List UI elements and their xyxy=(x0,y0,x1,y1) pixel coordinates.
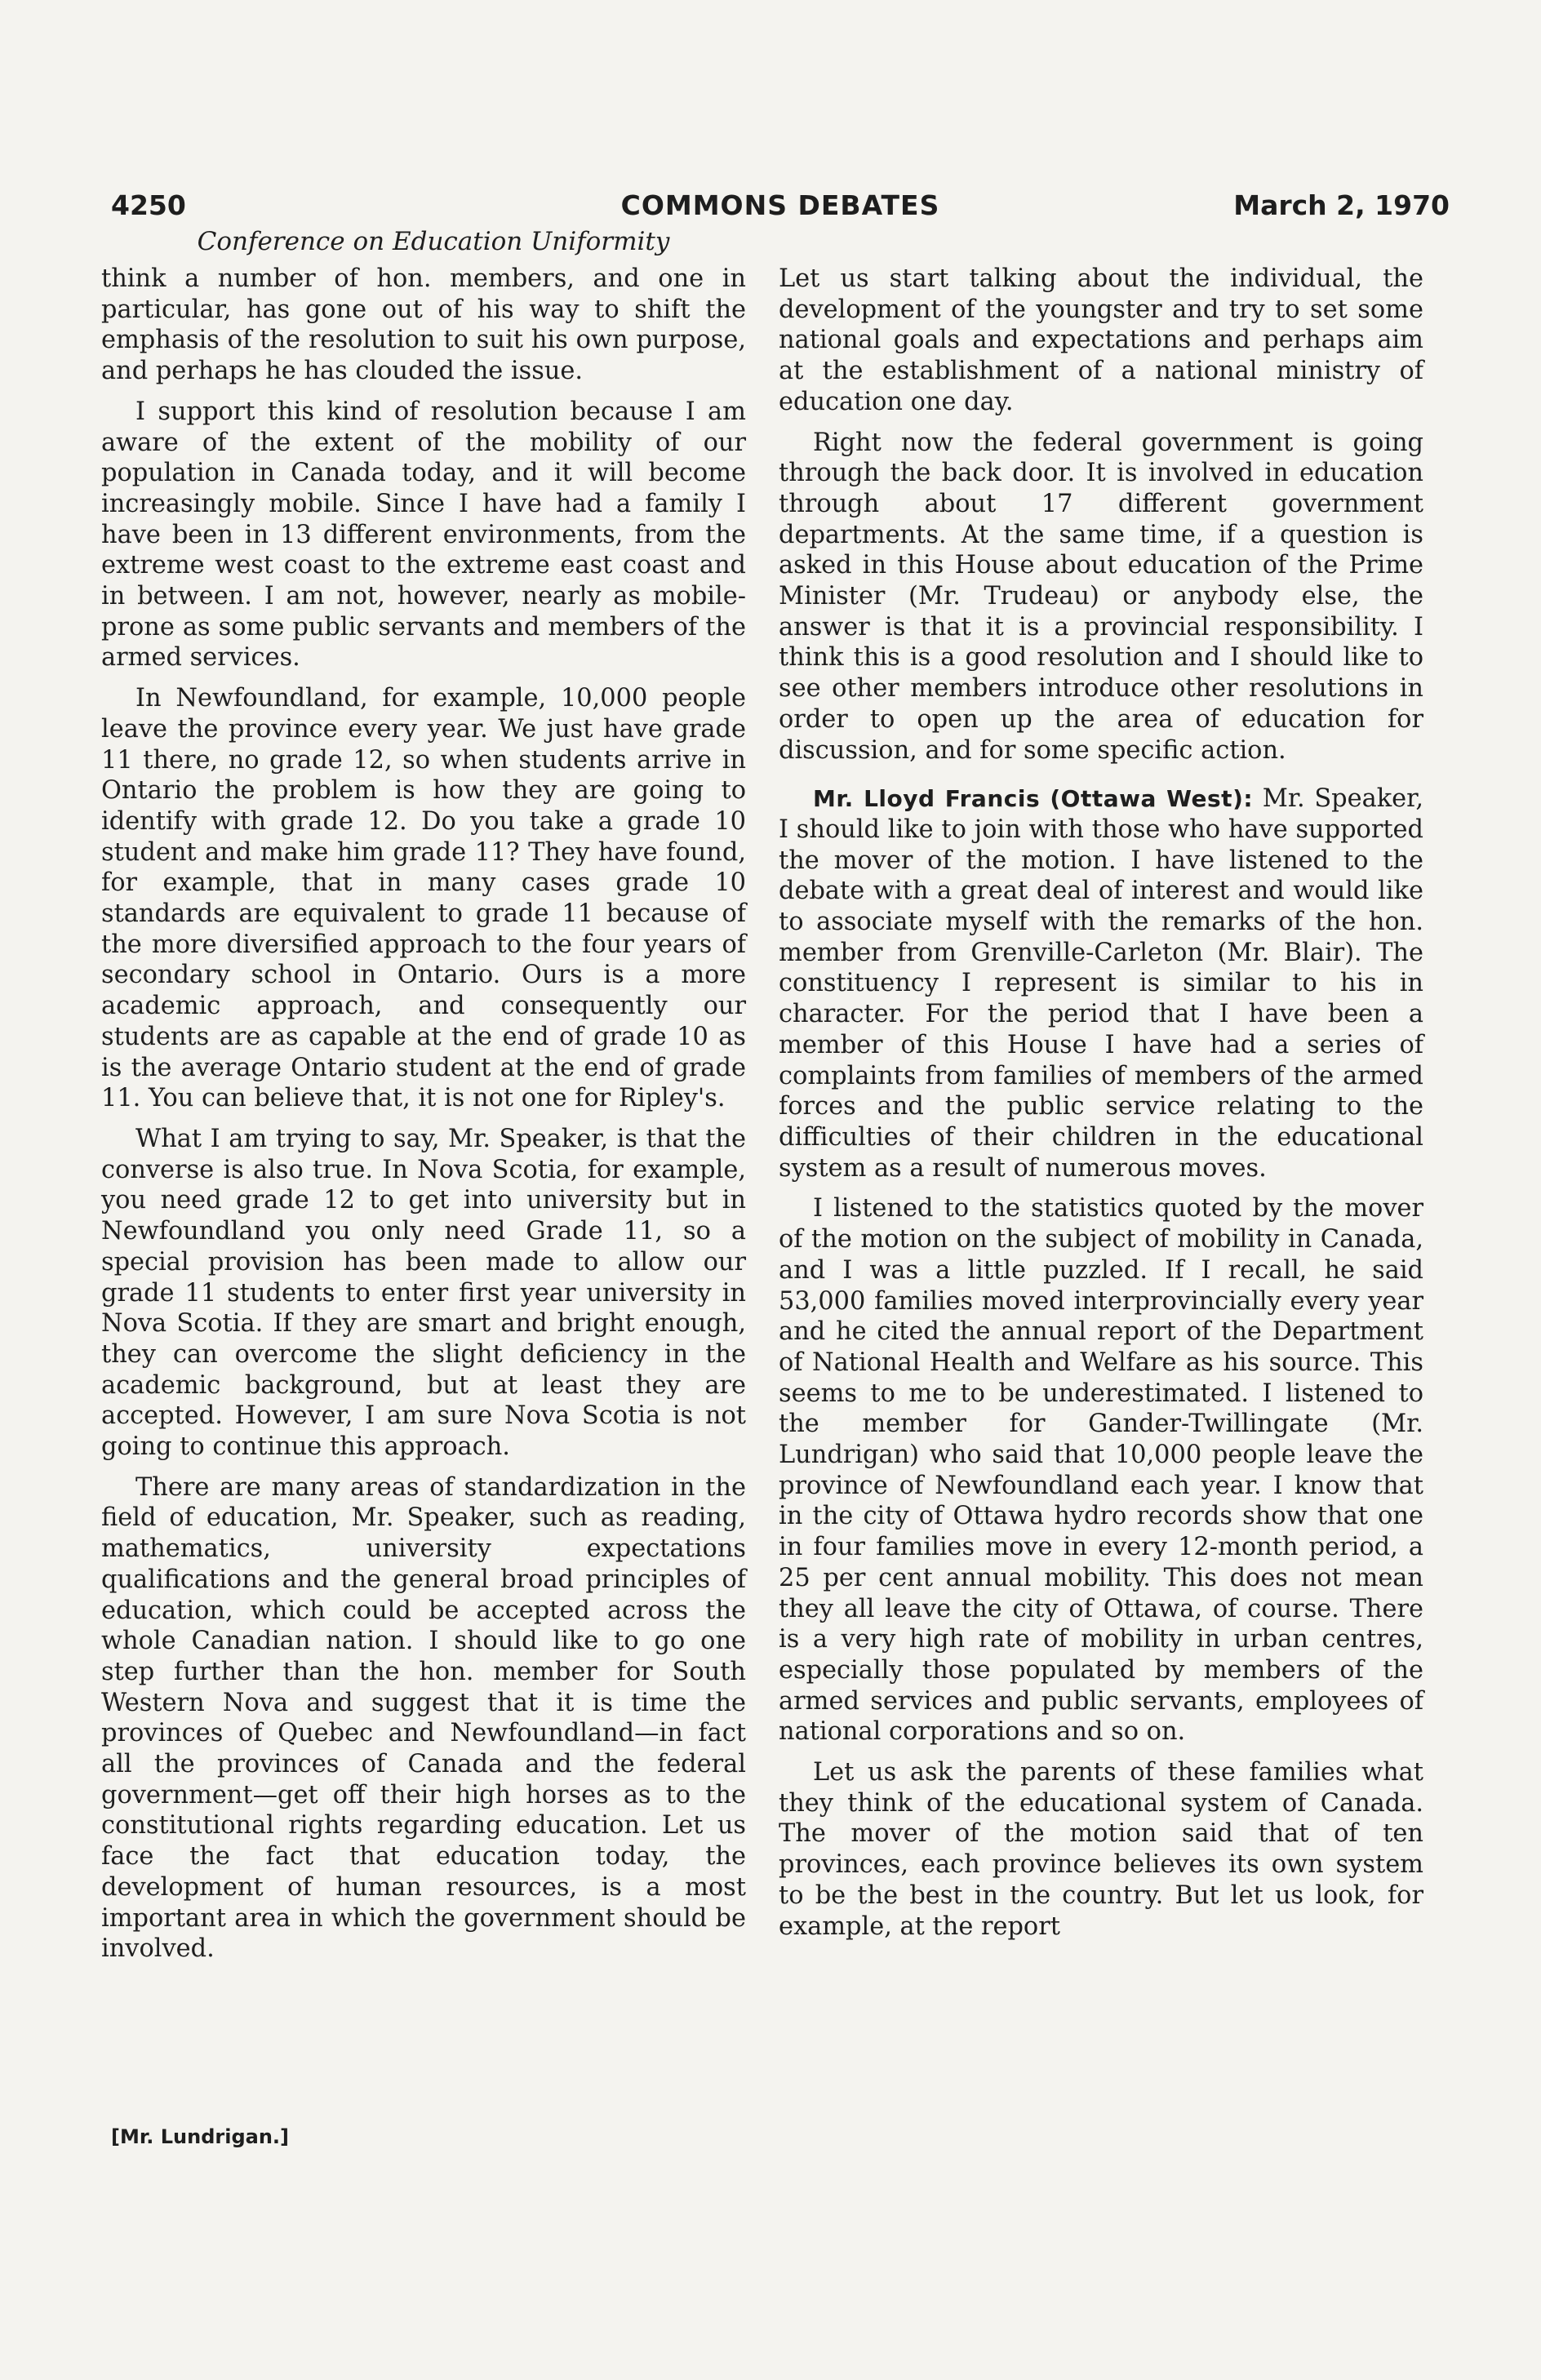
speech-text: Mr. Speaker, I should like to join with those who have supported the mover of the motion. I have listened to the debate with a great deal of interest and would like to associate myself with the remarks of the hon. member from Grenville-Carleton (Mr. Blair). The constituency I represent is similar to his in character. For the period that I have been a member of this House I have had a series of complaints from families of members of the armed forces and the public service relating to the difficulties of their children in the educational system as a result of numerous moves. xyxy=(779,784,1423,1183)
speaker-name: Mr. Lloyd Francis (Ottawa West): xyxy=(813,785,1254,813)
paragraph: In Newfoundland, for example, 10,000 people leave the province every year. We just have grade 11 there, no grade 12, so when students arrive in Ontario the problem is how they are going to identify with grade 12. Do you take a grade 10 student and make him grade 11? They have found, for example, that in many cases grade 10 standards are equivalent to grade 11 because of the more diversified approach to the four years of secondary school in Ontario. Ours is a more academic approach, and consequently our students are as capable at the end of grade 10 as is the average Ontario student at the end of grade 11. You can believe that, it is not one for Ripley's. xyxy=(101,684,746,1113)
right-column xyxy=(779,264,1423,1952)
paragraph: Let us ask the parents of these families what they think of the educational system of Canada. The mover of the motion said that of ten provinces, each province believes its own system to be the best in the country. But let us look, for example, at the report xyxy=(779,1758,1423,1941)
speaker-footnote: [Mr. Lundrigan.] xyxy=(111,2125,289,2148)
sitting-date: March 2, 1970 xyxy=(1233,189,1450,221)
left-column xyxy=(101,264,746,1974)
paragraph: Let us start talking about the individual, the development of the youngster and try to set some national goals and expectations and perhaps aim at the establishment of a national ministry of education one day. xyxy=(779,264,1423,416)
paragraph: There are many areas of standardization in the field of education, Mr. Speaker, such as reading, mathematics, university expectations qualifications and the general broad principles of education, which could be accepted across the whole Canadian nation. I should like to go one step further than the hon. member for South Western Nova and suggest that it is time the provinces of Quebec and Newfoundland—in fact all the provinces of Canada and the federal government—get off their high horses as to the constitutional rights regarding education. Let us face the fact that education today, the development of human resources, is a most important area in which the government should be involved. xyxy=(101,1472,746,1964)
paragraph: What I am trying to say, Mr. Speaker, is that the converse is also true. In Nova Scotia, for example, you need grade 12 to get into university but in Newfoundland you only need Grade 11, so a special provision has been made to allow our grade 11 students to enter first year university in Nova Scotia. If they are smart and bright enough, they can overcome the slight deficiency in the academic background, but at least they are accepted. However, I am sure Nova Scotia is not going to continue this approach. xyxy=(101,1124,746,1462)
speech-paragraph xyxy=(779,784,1423,1183)
page-number: 4250 xyxy=(111,189,186,221)
paragraph: think a number of hon. members, and one in particular, has gone out of his way to shift the emphasis of the resolution to suit his own purpose, and perhaps he has clouded the issue. xyxy=(101,264,746,386)
debate-subject: Conference on Education Uniformity xyxy=(197,227,670,256)
page-header xyxy=(111,184,1450,227)
paragraph: Right now the federal government is going through the back door. It is involved in education through about 17 different government departments. At the same time, if a question is asked in this House about education of the Prime Minister (Mr. Trudeau) or anybody else, the answer is that it is a provincial responsibility. I think this is a good resolution and I should like to see other members introduce other resolutions in order to open up the area of education for discussion, and for some specific action. xyxy=(779,428,1423,765)
paragraph: I support this kind of resolution because I am aware of the extent of the mobility of our population in Canada today, and it will become increasingly mobile. Since I have had a family I have been in 13 different environments, from the extreme west coast to the extreme east coast and in between. I am not, however, nearly as mobile-prone as some public servants and members of the armed services. xyxy=(101,397,746,673)
paragraph: I listened to the statistics quoted by the mover of the motion on the subject of mobility in Canada, and I was a little puzzled. If I recall, he said 53,000 families moved interprovincially every year and he cited the annual report of the Department of National Health and Welfare as his source. This seems to me to be underestimated. I listened to the member for Gander-Twillingate (Mr. Lundrigan) who said that 10,000 people leave the province of Newfoundland each year. I know that in the city of Ottawa hydro records show that one in four families move in every 12-month period, a 25 per cent annual mobility. This does not mean they all leave the city of Ottawa, of course. There is a very high rate of mobility in urban centres, especially those populated by members of the armed services and public servants, employees of national corporations and so on. xyxy=(779,1194,1423,1747)
publication-title: COMMONS DEBATES xyxy=(620,189,940,221)
